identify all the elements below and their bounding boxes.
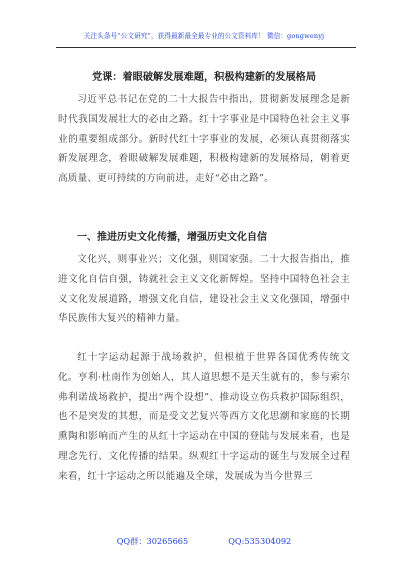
footer-qq-group: QQ群：30265665: [116, 536, 189, 546]
section-heading: 一、推进历史文化传播，增强历史文化自信: [77, 232, 267, 243]
header-notice: 关注头条号“公文研究”，获得最新最全最专业的公文资料库！ 微信：gongwenyj: [83, 32, 325, 40]
footer-contact: [0, 536, 408, 547]
intro-paragraph: 习近平总书记在党的二十大报告中指出，贯彻新发展理念是新时代我国发展壮大的必由之路。红十字事业是中国特色社会主义事业的重要组成部分。新时代红十字事业的发展，必须认真贯彻落实新发展理念，着眼破解发展难题，积极构建新的发展格局，朝着更高质量、更可持续的方向前进，走好“必由之路”。: [58, 94, 350, 185]
body-paragraph: 文化兴，则事业兴；文化强，则国家强。二十大报告指出，推进文化自信自强，铸就社会主义文化新辉煌。坚持中国特色社会主义文化发展道路，增强文化自信，建设社会主义文化强国，增强中华民族伟大复兴的精神力量。: [58, 254, 350, 325]
footer-qq: QQ:535304092: [228, 536, 292, 546]
header-divider: [56, 47, 356, 48]
body-paragraph: 红十字运动起源于战场救护，但根植于世界各国优秀传统文化。亨利·杜南作为创始人，其人道思想不是天生就有的，参与索尔弗利诺战场救护，提出“两个设想”、推动设立伤兵救护国际组织，也不是突发的其想，而是受文艺复兴等西方文化思潮和家庭的长期熏陶和影响而产生的从红十字运动在中国的登陆与发展来看，也是理念先行、文化传播的结果。纵观红十字运动的诞生与发展全过程来看，红十字运动之所以能遍及全球，发展成为当今世界三: [58, 352, 350, 482]
document-title: 党课：着眼破解发展难题，积极构建新的发展格局: [91, 71, 317, 83]
